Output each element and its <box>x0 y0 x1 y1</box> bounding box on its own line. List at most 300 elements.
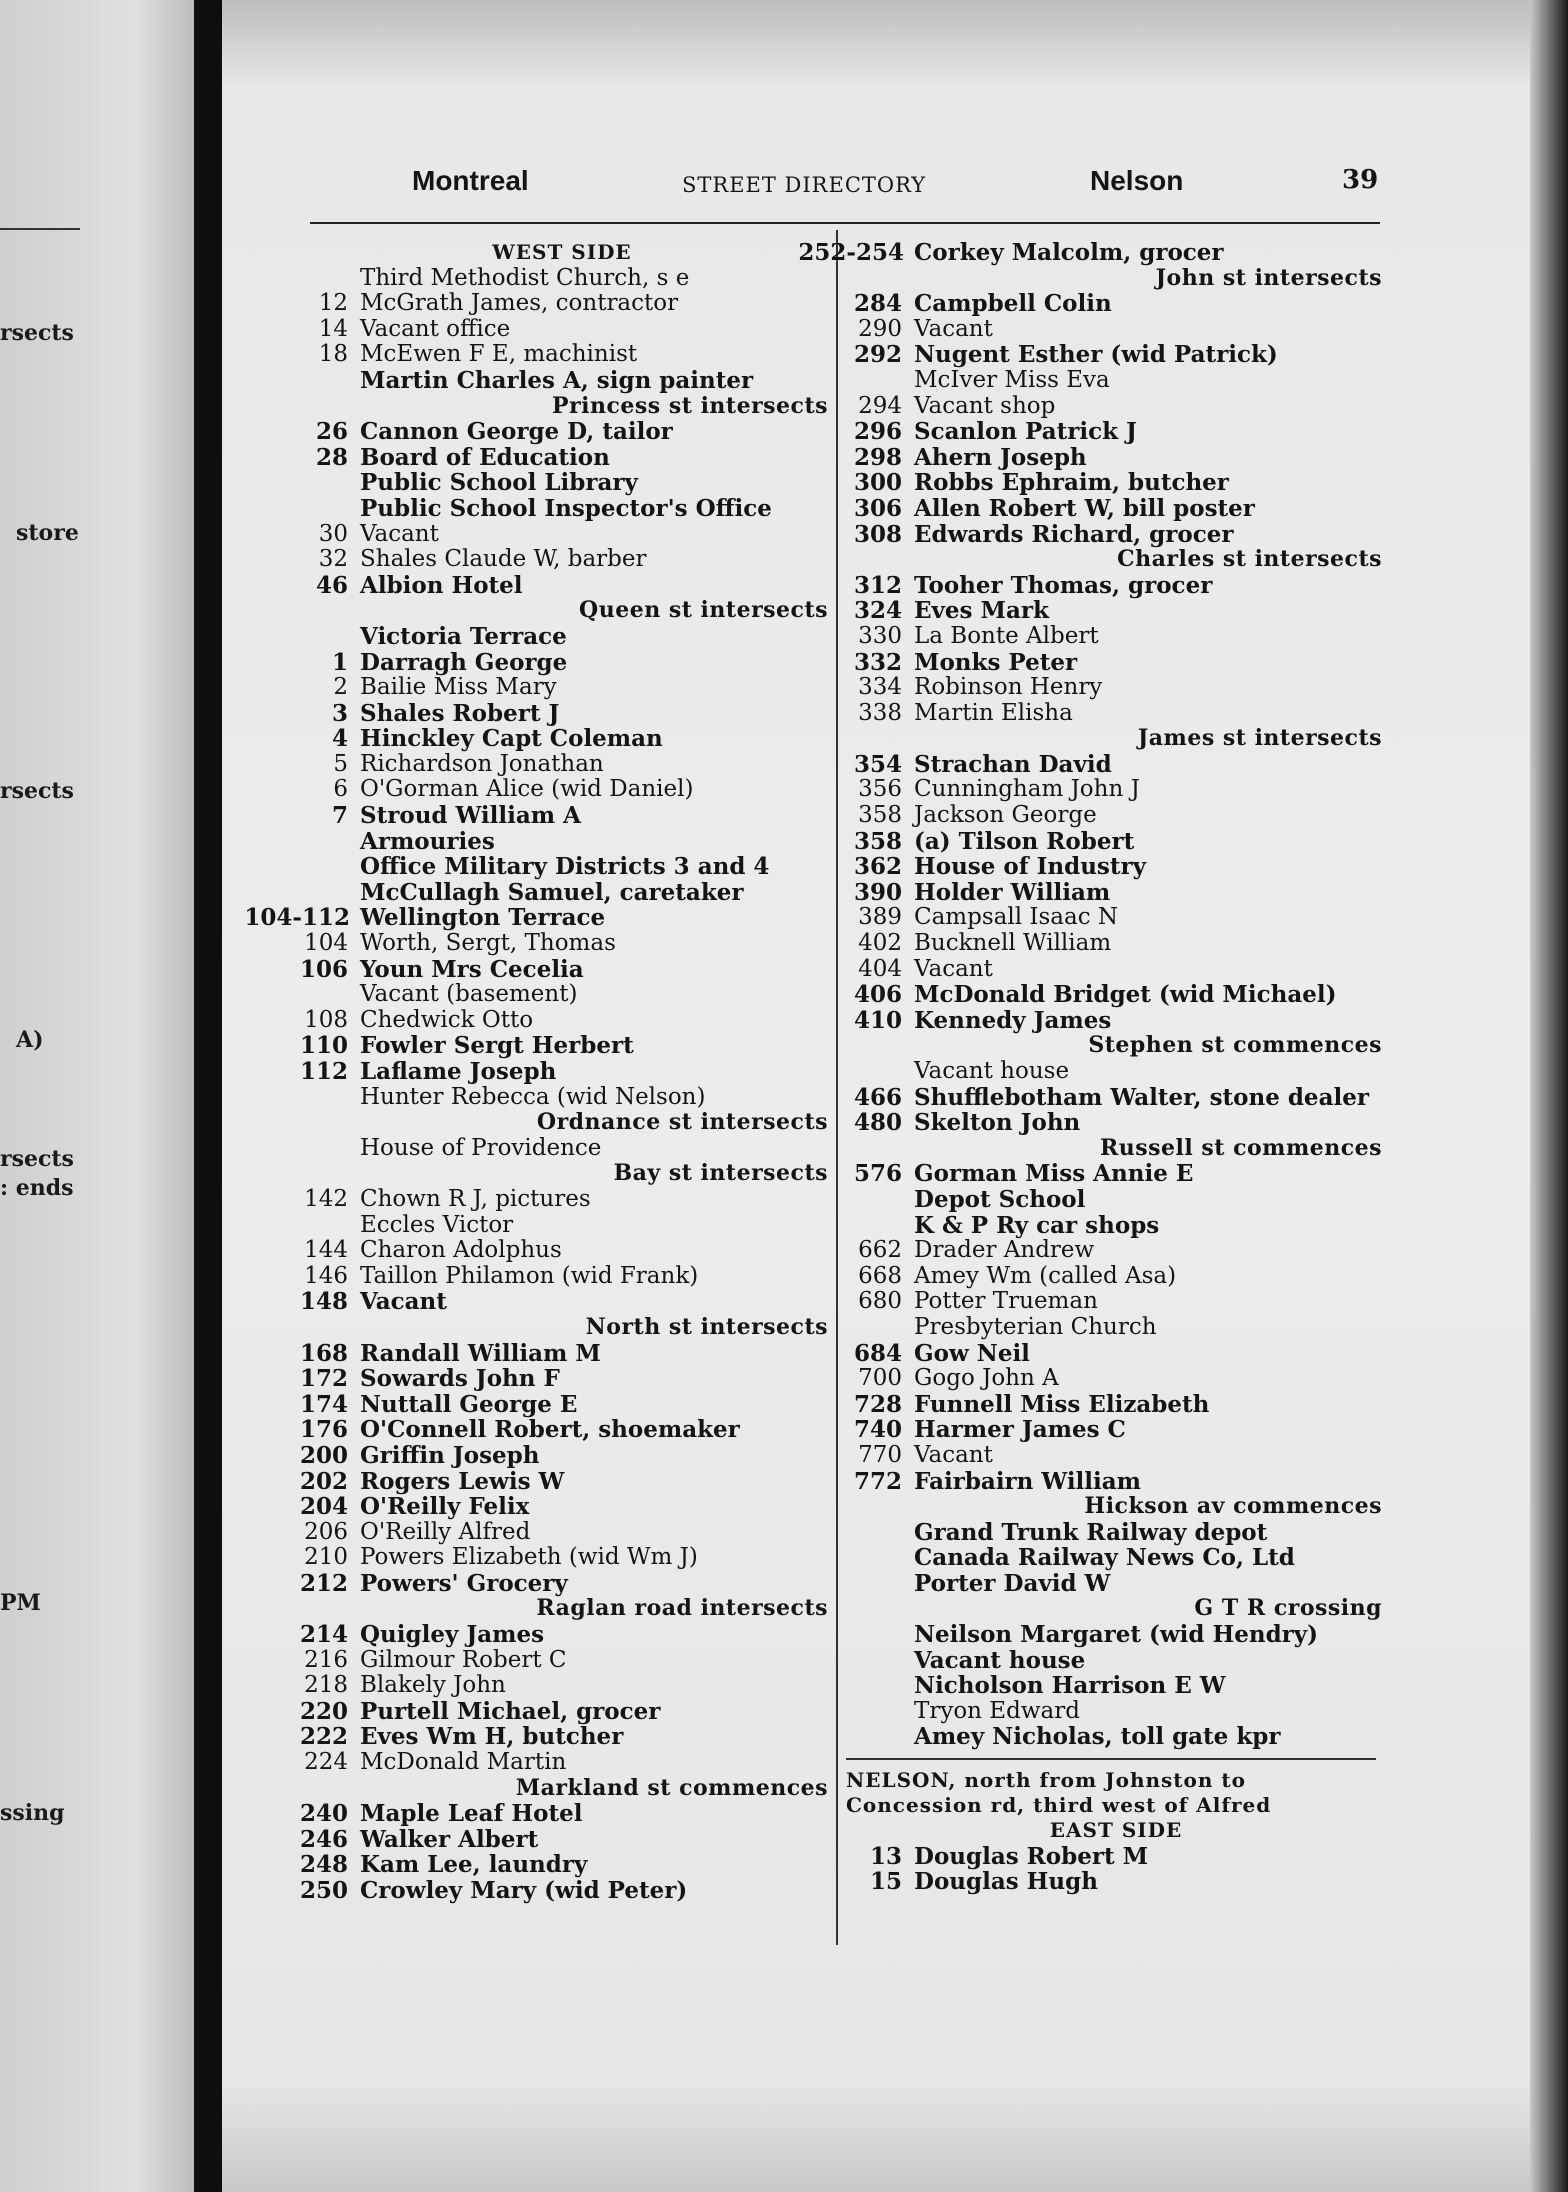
cross-street-text: Hickson av commences <box>1084 1493 1382 1520</box>
house-number: 7 <box>331 802 348 830</box>
directory-entry <box>292 1878 832 1904</box>
house-number: 358 <box>853 827 902 855</box>
house-number: 13 <box>869 1842 902 1870</box>
cross-street-text: G T R crossing <box>1194 1595 1382 1622</box>
directory-entry <box>846 1673 1386 1699</box>
resident-name: Scanlon Patrick J <box>914 418 1137 446</box>
resident-name: Laflame Joseph <box>360 1058 557 1085</box>
directory-entry <box>292 854 832 880</box>
resident-name: Charon Adolphus <box>360 1237 562 1264</box>
house-number: 740 <box>853 1416 902 1444</box>
directory-entry <box>846 1724 1386 1750</box>
house-number: 480 <box>853 1109 902 1137</box>
directory-entry <box>292 1443 832 1469</box>
house-number: 222 <box>299 1723 348 1751</box>
house-number: 4 <box>331 725 348 753</box>
house-number: 330 <box>858 622 902 649</box>
resident-name: Albion Hotel <box>360 571 523 599</box>
resident-name: Gilmour Robert C <box>360 1646 567 1673</box>
resident-name: Campbell Colin <box>914 290 1112 318</box>
resident-name: Gogo John A <box>914 1365 1059 1392</box>
house-number: 298 <box>853 443 902 471</box>
resident-name: Ahern Joseph <box>914 443 1087 471</box>
cross-street-note <box>846 1033 1386 1059</box>
directory-entry <box>292 470 832 496</box>
directory-entry <box>292 291 832 317</box>
resident-name: Griffin Joseph <box>360 1441 540 1469</box>
header-rule <box>310 222 1380 224</box>
directory-entry <box>292 982 832 1008</box>
resident-name: Randall William M <box>360 1339 601 1367</box>
house-number: 168 <box>299 1339 348 1367</box>
house-number: 324 <box>853 597 902 625</box>
cross-street-text: Charles st intersects <box>1117 546 1382 573</box>
cross-street-note <box>292 1161 832 1187</box>
directory-entry <box>292 547 832 573</box>
directory-entry <box>292 1008 832 1034</box>
cross-street-text: Princess st intersects <box>552 392 828 419</box>
resident-name: Grand Trunk Railway depot <box>914 1518 1268 1546</box>
house-number: 390 <box>853 878 902 906</box>
resident-name: Crowley Mary (wid Peter) <box>360 1877 688 1904</box>
house-number: 312 <box>853 571 902 599</box>
directory-entry <box>846 854 1386 880</box>
resident-name: Drader Andrew <box>914 1237 1095 1264</box>
resident-name: Office Military Districts 3 and 4 <box>360 853 770 881</box>
cross-street-text: Queen st intersects <box>579 597 828 624</box>
resident-name: Monks Peter <box>914 648 1078 676</box>
house-number: 110 <box>299 1032 348 1060</box>
directory-entry <box>846 1417 1386 1443</box>
directory-entry <box>292 1827 832 1853</box>
directory-entry <box>846 1545 1386 1571</box>
page-number: 39 <box>1342 165 1379 195</box>
directory-entry <box>292 650 832 676</box>
house-number: 294 <box>858 392 902 419</box>
directory-entry <box>846 1571 1386 1597</box>
house-number: 212 <box>299 1569 348 1597</box>
directory-entry <box>846 1844 1386 1870</box>
resident-name: Hunter Rebecca (wid Nelson) <box>360 1083 706 1110</box>
directory-entry <box>846 1392 1386 1418</box>
house-number: 358 <box>858 802 902 829</box>
house-number: 6 <box>333 776 348 803</box>
resident-name: Edwards Richard, grocer <box>914 520 1234 548</box>
resident-name: Tooher Thomas, grocer <box>914 571 1213 599</box>
cross-street-note <box>292 1315 832 1341</box>
resident-name: Purtell Michael, grocer <box>360 1697 661 1725</box>
resident-name: O'Gorman Alice (wid Daniel) <box>360 776 694 803</box>
resident-name: Holder William <box>914 878 1111 906</box>
house-number: 662 <box>858 1237 902 1264</box>
house-number: 14 <box>318 315 348 342</box>
house-number: 218 <box>304 1672 348 1699</box>
house-number: 252-254 <box>798 239 904 266</box>
directory-entry <box>846 777 1386 803</box>
directory-entry <box>292 1545 832 1571</box>
resident-name: O'Reilly Alfred <box>360 1518 531 1545</box>
directory-entry <box>292 726 832 752</box>
resident-name: Potter Trueman <box>914 1288 1098 1315</box>
directory-entry <box>244 904 832 932</box>
directory-entry <box>292 266 832 292</box>
street-heading: NELSON, north from Johnston to Concession rd, third west of Alfred <box>846 1768 1272 1818</box>
side-heading-text: EAST SIDE <box>1049 1818 1183 1843</box>
directory-entry <box>292 1136 832 1162</box>
resident-name: Tryon Edward <box>914 1697 1080 1724</box>
directory-entry <box>846 1289 1386 1315</box>
house-number: 104-112 <box>244 904 350 932</box>
resident-name: Harmer James C <box>914 1416 1126 1444</box>
facing-page-fragment: PM <box>0 1590 41 1616</box>
directory-entry <box>292 880 832 906</box>
directory-entry <box>846 1366 1386 1392</box>
house-number: 338 <box>858 699 902 726</box>
resident-name: Douglas Hugh <box>914 1868 1098 1896</box>
house-number: 106 <box>299 955 348 983</box>
running-head-right-street: Nelson <box>1090 165 1184 196</box>
directory-entry <box>846 1085 1386 1111</box>
resident-name: Eccles Victor <box>360 1211 514 1238</box>
directory-entry <box>846 803 1386 829</box>
house-number: 204 <box>299 1493 348 1521</box>
resident-name: Porter David W <box>914 1569 1111 1597</box>
resident-name: Nuttall George E <box>360 1390 578 1418</box>
resident-name: McEwen F E, machinist <box>360 341 638 368</box>
resident-name: Presbyterian Church <box>914 1313 1157 1340</box>
directory-entry <box>846 291 1386 317</box>
resident-name: O'Reilly Felix <box>360 1493 530 1521</box>
resident-name: Stroud William A <box>360 802 581 830</box>
resident-name: Vacant office <box>360 315 511 342</box>
resident-name: McDonald Bridget (wid Michael) <box>914 981 1337 1009</box>
resident-name: Vacant house <box>914 1646 1086 1674</box>
resident-name: Kennedy James <box>914 1006 1112 1034</box>
resident-name: Nicholson Harrison E W <box>914 1672 1226 1700</box>
resident-name: Victoria Terrace <box>360 622 567 650</box>
resident-name: McIver Miss Eva <box>914 366 1110 393</box>
directory-entry <box>846 470 1386 496</box>
house-number: 250 <box>299 1877 348 1904</box>
directory-entry <box>846 1469 1386 1495</box>
directory-entry <box>846 1161 1386 1187</box>
house-number: 389 <box>858 904 902 931</box>
directory-entry <box>292 1417 832 1443</box>
right-column <box>798 239 1386 1896</box>
directory-entry <box>846 829 1386 855</box>
directory-entry <box>292 1801 832 1827</box>
resident-name: Richardson Jonathan <box>360 750 604 777</box>
cross-street-text: John st intersects <box>1155 264 1382 291</box>
house-number: 770 <box>858 1441 902 1468</box>
resident-name: Cannon George D, tailor <box>360 418 673 446</box>
house-number: 668 <box>858 1262 902 1289</box>
house-number: 28 <box>315 443 348 471</box>
resident-name: Eves Mark <box>914 597 1049 625</box>
left-column <box>244 240 832 1904</box>
house-number: 146 <box>304 1262 348 1289</box>
resident-name: Funnell Miss Elizabeth <box>914 1390 1210 1418</box>
cross-street-note <box>846 726 1386 752</box>
directory-entry <box>846 317 1386 343</box>
directory-entry <box>292 522 832 548</box>
resident-name: Corkey Malcolm, grocer <box>914 239 1224 266</box>
directory-entry <box>292 1187 832 1213</box>
resident-name: Martin Charles A, sign painter <box>360 366 754 394</box>
directory-entry <box>846 650 1386 676</box>
house-number: 1 <box>331 648 348 676</box>
directory-entry <box>292 1852 832 1878</box>
resident-name: Chown R J, pictures <box>360 1185 591 1212</box>
resident-name: Vacant house <box>914 1058 1070 1084</box>
cross-street-note <box>292 598 832 624</box>
house-number: 174 <box>299 1390 348 1418</box>
house-number: 2 <box>333 674 348 701</box>
running-head <box>412 165 1382 207</box>
house-number: 3 <box>331 699 348 727</box>
directory-entry <box>292 1366 832 1392</box>
directory-entry <box>846 1699 1386 1725</box>
resident-name: K & P Ry car shops <box>914 1211 1160 1239</box>
directory-entry <box>292 675 832 701</box>
directory-entry <box>846 982 1386 1008</box>
section-divider <box>846 1750 1386 1768</box>
resident-name: (a) Tilson Robert <box>914 827 1135 855</box>
directory-entry <box>292 1392 832 1418</box>
resident-name: Vacant <box>914 1441 993 1468</box>
resident-name: McCullagh Samuel, caretaker <box>360 878 744 906</box>
resident-name: Depot School <box>914 1185 1086 1213</box>
directory-entry <box>846 1648 1386 1674</box>
directory-entry <box>292 1494 832 1520</box>
resident-name: Worth, Sergt, Thomas <box>360 930 616 957</box>
resident-name: Cunningham John J <box>914 776 1140 803</box>
resident-name: Vacant <box>914 955 993 982</box>
side-heading <box>292 240 832 266</box>
directory-entry <box>846 1238 1386 1264</box>
cross-street-note <box>292 1596 832 1622</box>
cross-street-note <box>292 1110 832 1136</box>
house-number: 354 <box>853 750 902 778</box>
resident-name: Youn Mrs Cecelia <box>360 955 584 983</box>
house-number: 700 <box>858 1365 902 1392</box>
resident-name: Maple Leaf Hotel <box>360 1800 583 1828</box>
directory-entry <box>292 1213 832 1239</box>
house-number: 210 <box>304 1544 348 1571</box>
resident-name: House of Industry <box>914 853 1146 881</box>
house-number: 406 <box>853 981 902 1009</box>
directory-entry <box>846 1520 1386 1546</box>
house-number: 220 <box>299 1697 348 1725</box>
house-number: 284 <box>853 290 902 318</box>
house-number: 680 <box>858 1288 902 1315</box>
resident-name: Jackson George <box>914 802 1097 829</box>
house-number: 332 <box>853 648 902 676</box>
house-number: 206 <box>304 1518 348 1545</box>
facing-page-edge <box>0 0 194 2192</box>
cross-street-text: James st intersects <box>1137 725 1382 752</box>
directory-entry <box>846 905 1386 931</box>
house-number: 214 <box>299 1621 348 1649</box>
house-number: 176 <box>299 1416 348 1444</box>
facing-page-fragment: A) <box>16 1027 44 1053</box>
resident-name: Rogers Lewis W <box>360 1467 565 1495</box>
resident-name: Vacant <box>360 520 439 547</box>
directory-entry <box>292 1622 832 1648</box>
directory-entry <box>292 1033 832 1059</box>
resident-name: Wellington Terrace <box>360 904 606 932</box>
resident-name: Campsall Isaac N <box>914 904 1119 931</box>
resident-name: Public School Inspector's Office <box>360 494 772 522</box>
directory-entry <box>846 1110 1386 1136</box>
directory-entry <box>846 522 1386 548</box>
directory-entry <box>292 624 832 650</box>
resident-name: Martin Elisha <box>914 699 1073 726</box>
house-number: 402 <box>858 930 902 957</box>
directory-entry <box>292 1520 832 1546</box>
directory-entry <box>846 1622 1386 1648</box>
house-number: 5 <box>333 750 348 777</box>
house-number: 108 <box>304 1006 348 1033</box>
page-edge-shadow <box>1530 0 1568 2192</box>
cross-street-text: North st intersects <box>585 1313 828 1340</box>
column-rule <box>836 230 838 1945</box>
directory-entry <box>292 1059 832 1085</box>
house-number: 18 <box>318 341 348 368</box>
facing-page-rule <box>0 228 80 230</box>
resident-name: Robinson Henry <box>914 674 1103 701</box>
resident-name: Skelton John <box>914 1109 1081 1137</box>
directory-entry <box>292 496 832 522</box>
cross-street-note <box>846 266 1386 292</box>
house-number: 30 <box>318 520 348 547</box>
directory-entry <box>292 1699 832 1725</box>
resident-name: Hinckley Capt Coleman <box>360 725 663 753</box>
facing-page-fragment: ssing <box>0 1800 65 1826</box>
cross-street-text: Bay st intersects <box>613 1160 828 1187</box>
resident-name: Eves Wm H, butcher <box>360 1723 624 1751</box>
cross-street-note <box>846 547 1386 573</box>
directory-entry <box>846 1443 1386 1469</box>
resident-name: Blakely John <box>360 1672 506 1699</box>
house-number: 246 <box>299 1825 348 1853</box>
directory-entry <box>846 1213 1386 1239</box>
resident-name: Shufflebotham Walter, stone dealer <box>914 1083 1369 1111</box>
house-number: 240 <box>299 1800 348 1828</box>
directory-entry <box>846 496 1386 522</box>
cross-street-text: Ordnance st intersects <box>536 1109 828 1136</box>
directory-entry <box>846 957 1386 983</box>
cross-street-note <box>292 1776 832 1802</box>
resident-name: Canada Railway News Co, Ltd <box>914 1544 1295 1572</box>
directory-entry <box>292 1238 832 1264</box>
cross-street-text: Stephen st commences <box>1088 1032 1382 1059</box>
resident-name: Nugent Esther (wid Patrick) <box>914 341 1278 369</box>
resident-name: Shales Robert J <box>360 699 560 727</box>
side-heading-text: WEST SIDE <box>492 240 632 264</box>
house-number: 308 <box>853 520 902 548</box>
facing-page-fragment: rsects <box>0 1146 74 1172</box>
directory-entry <box>798 239 1386 266</box>
resident-name: Public School Library <box>360 469 638 497</box>
cross-street-note <box>846 1596 1386 1622</box>
directory-entry <box>846 701 1386 727</box>
directory-entry <box>846 1008 1386 1034</box>
house-number: 248 <box>299 1851 348 1879</box>
house-number: 202 <box>299 1467 348 1495</box>
directory-entry <box>292 752 832 778</box>
house-number: 142 <box>304 1185 348 1212</box>
resident-name: Bailie Miss Mary <box>360 674 557 701</box>
house-number: 684 <box>853 1339 902 1367</box>
resident-name: Robbs Ephraim, butcher <box>914 469 1229 497</box>
resident-name: McGrath James, contractor <box>360 290 679 317</box>
resident-name: Walker Albert <box>360 1825 539 1853</box>
house-number: 356 <box>858 776 902 803</box>
directory-entry <box>846 419 1386 445</box>
running-head-left-street: Montreal <box>412 165 529 196</box>
resident-name: O'Connell Robert, shoemaker <box>360 1416 740 1444</box>
house-number: 362 <box>853 853 902 881</box>
resident-name: Amey Nicholas, toll gate kpr <box>914 1723 1281 1751</box>
resident-name: Neilson Margaret (wid Hendry) <box>914 1621 1319 1649</box>
house-number: 772 <box>853 1467 902 1495</box>
house-number: 290 <box>858 315 902 342</box>
resident-name: Darragh George <box>360 648 568 676</box>
directory-entry <box>846 368 1386 394</box>
directory-entry <box>846 598 1386 624</box>
resident-name: Douglas Robert M <box>914 1842 1149 1870</box>
resident-name: Gorman Miss Annie E <box>914 1160 1194 1188</box>
resident-name: McDonald Martin <box>360 1749 567 1776</box>
resident-name: Amey Wm (called Asa) <box>914 1262 1177 1289</box>
facing-page-fragment: rsects <box>0 778 74 804</box>
directory-entry <box>846 1869 1386 1895</box>
resident-name: Chedwick Otto <box>360 1006 534 1033</box>
directory-entry <box>292 1750 832 1776</box>
directory-entry <box>846 1315 1386 1341</box>
resident-name: Powers Elizabeth (wid Wm J) <box>360 1544 698 1571</box>
directory-entry <box>292 317 832 343</box>
directory-entry <box>292 701 832 727</box>
house-number: 296 <box>853 418 902 446</box>
book-gutter <box>194 0 222 2192</box>
cross-street-text: Markland st commences <box>515 1774 828 1801</box>
resident-name: Fowler Sergt Herbert <box>360 1032 634 1060</box>
resident-name: Quigley James <box>360 1621 545 1649</box>
house-number: 148 <box>299 1288 348 1316</box>
house-number: 112 <box>299 1058 348 1085</box>
house-number: 200 <box>299 1441 348 1469</box>
resident-name: Powers' Grocery <box>360 1569 568 1597</box>
resident-name: Bucknell William <box>914 930 1112 957</box>
resident-name: Taillon Philamon (wid Frank) <box>360 1262 699 1289</box>
directory-entry <box>292 419 832 445</box>
directory-entry <box>846 445 1386 471</box>
directory-entry <box>292 573 832 599</box>
resident-name: Vacant <box>360 1288 447 1316</box>
resident-name: Vacant (basement) <box>360 981 578 1008</box>
house-number: 144 <box>304 1237 348 1264</box>
directory-entry <box>846 1059 1386 1085</box>
resident-name: Strachan David <box>914 750 1112 778</box>
house-number: 216 <box>304 1646 348 1673</box>
cross-street-text: Raglan road intersects <box>536 1595 828 1622</box>
directory-entry <box>846 931 1386 957</box>
directory-entry <box>292 1289 832 1315</box>
directory-entry <box>846 342 1386 368</box>
directory-entry <box>292 1341 832 1367</box>
